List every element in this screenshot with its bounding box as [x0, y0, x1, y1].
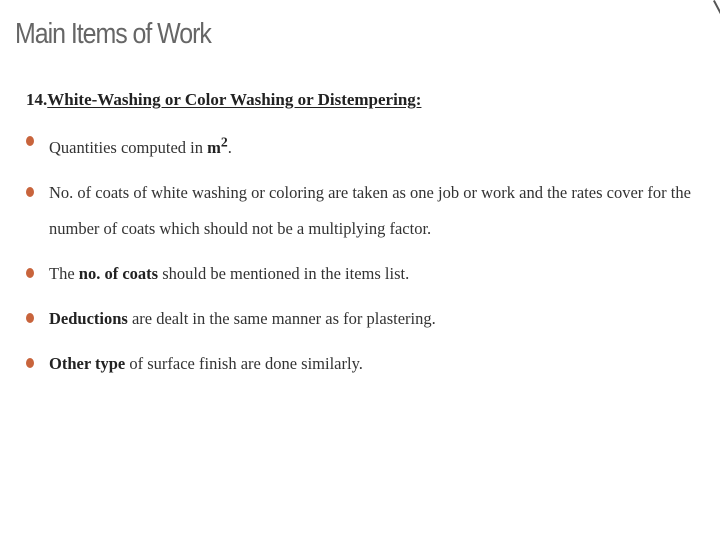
- bullet-dot-icon: [26, 358, 34, 368]
- bullet-item-coats-rate: [26, 175, 706, 247]
- bullet-emphasis: Deductions: [49, 308, 128, 328]
- bullet-emphasis: Other type: [49, 353, 126, 373]
- bullet-item-other-finish: [26, 346, 706, 382]
- bullet-text: The: [49, 263, 79, 283]
- slide-title: Main Items of Work: [15, 18, 211, 50]
- bullet-text-end: should be mentioned in the items list.: [158, 263, 410, 283]
- section-number: 14.: [26, 90, 48, 109]
- bullet-text-end: are dealt in the same manner as for plastering.: [127, 308, 436, 328]
- bullet-item-units: [26, 124, 706, 166]
- bullet-item-deductions: [26, 301, 706, 337]
- bullet-text-end: .: [227, 137, 232, 157]
- unit-symbol: m: [207, 137, 221, 157]
- bullet-dot-icon: [26, 187, 34, 197]
- bullet-dot-icon: [26, 136, 34, 146]
- unit-exponent: 2: [220, 134, 228, 149]
- bullet-emphasis: no. of coats: [78, 263, 159, 283]
- bullet-dot-icon: [26, 268, 34, 278]
- corner-mark: [713, 0, 720, 16]
- section-heading-text: White-Washing or Color Washing or Distempering:: [47, 90, 422, 109]
- bullet-text: Quantities computed in: [49, 137, 208, 157]
- bullet-item-coats-mention: [26, 256, 706, 292]
- bullet-text-end: of surface finish are done similarly.: [125, 353, 363, 373]
- section-heading: [26, 88, 706, 112]
- bullet-list: [26, 124, 706, 382]
- bullet-dot-icon: [26, 313, 34, 323]
- slide-content: [26, 88, 706, 391]
- bullet-text: No. of coats of white washing or coloring are taken as one job or work and the rates cover for the number of coats which should not be a multiplying factor.: [49, 182, 691, 238]
